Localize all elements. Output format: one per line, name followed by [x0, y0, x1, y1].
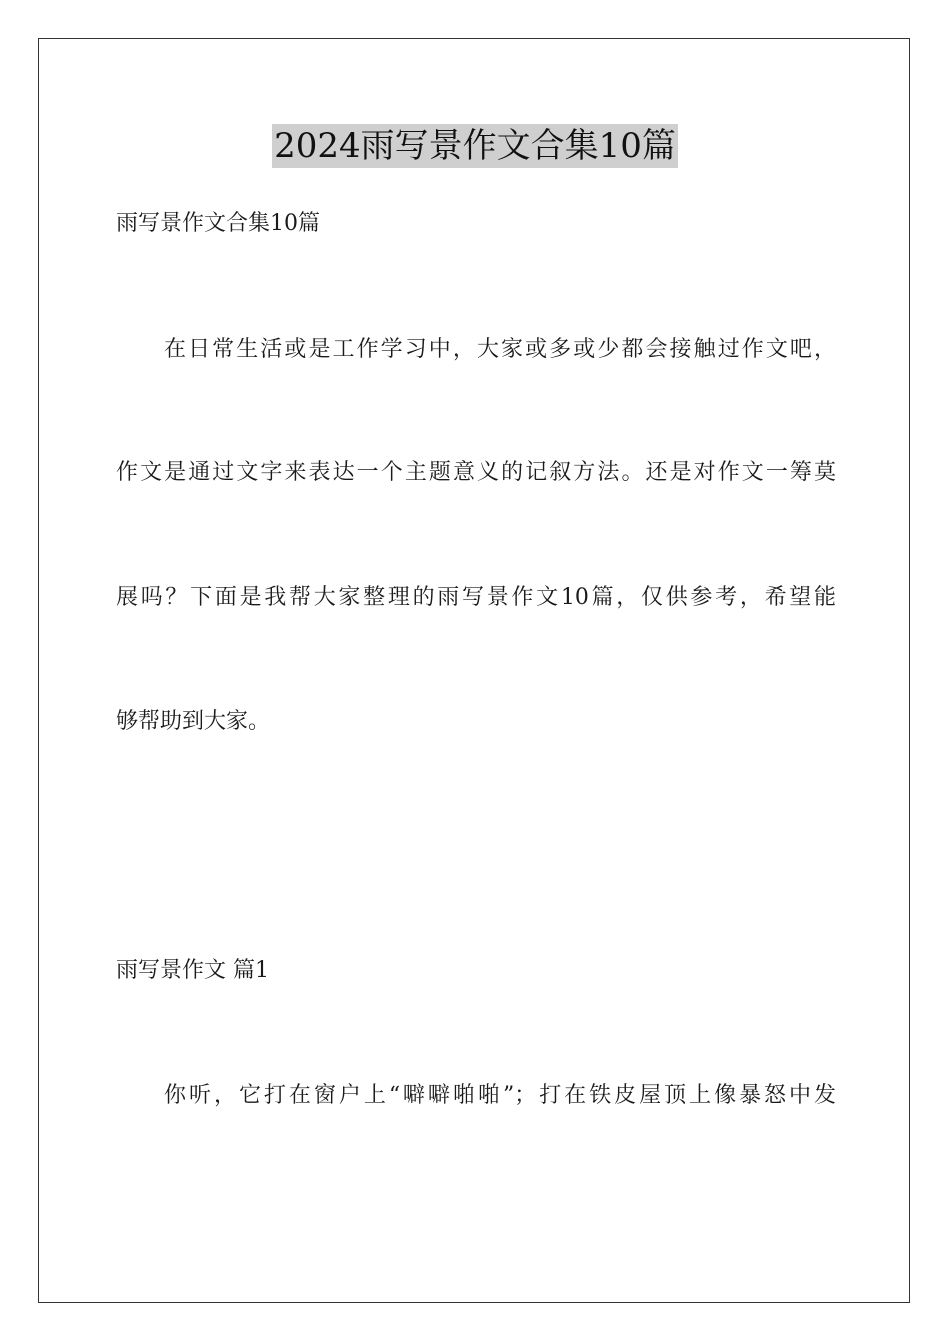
document-subtitle: 雨写景作文合集10篇	[116, 211, 320, 236]
intro-line-2: 作文是通过文字来表达一个主题意义的记叙方法。还是对作文一筹莫	[116, 460, 836, 485]
title-container	[0, 124, 950, 168]
section-heading: 雨写景作文 篇1	[116, 958, 269, 983]
intro-line-3: 展吗？下面是我帮大家整理的雨写景作文10篇，仅供参考，希望能	[116, 585, 836, 610]
intro-line-4: 够帮助到大家。	[116, 709, 271, 734]
intro-line-1: 在日常生活或是工作学习中，大家或多或少都会接触过作文吧，	[164, 337, 836, 362]
section-paragraph-line-1: 你听，它打在窗户上“噼噼啪啪”；打在铁皮屋顶上像暴怒中发	[164, 1083, 836, 1108]
document-title: 2024雨写景作文合集10篇	[274, 126, 676, 166]
